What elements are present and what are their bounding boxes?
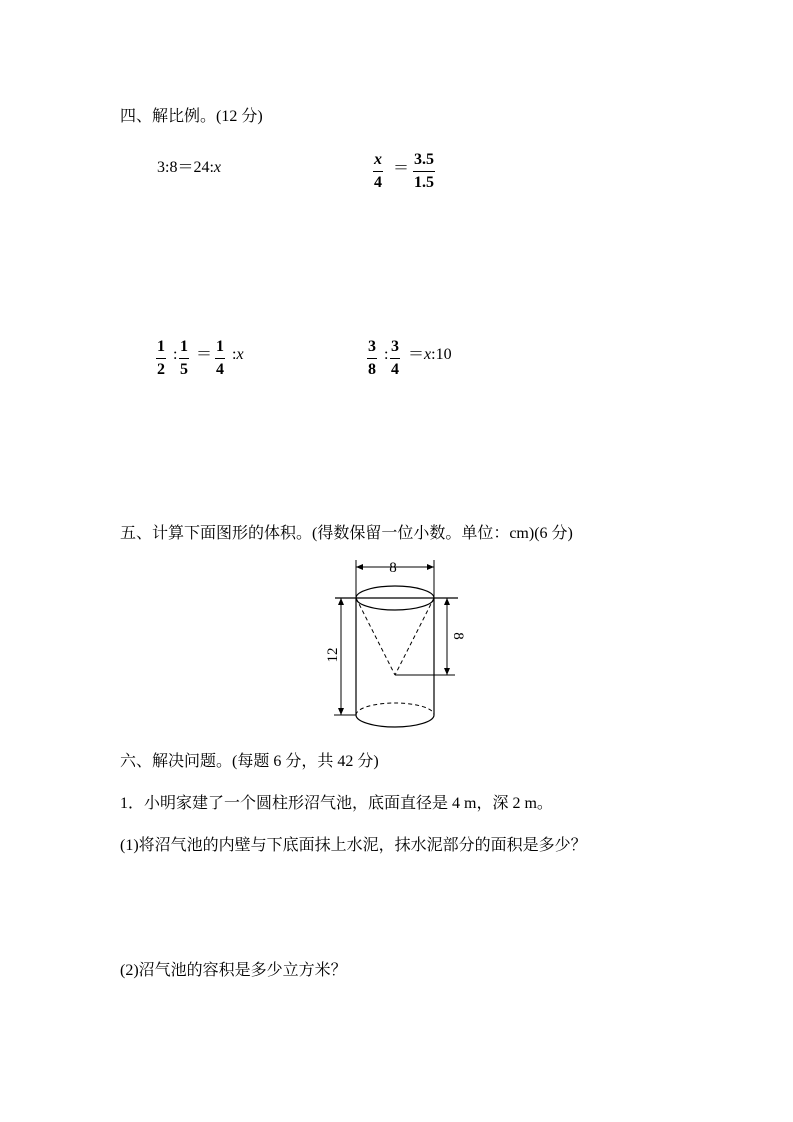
numerator: 1: [156, 338, 166, 359]
cylinder-bottom-back-arc: [356, 703, 434, 715]
cone-height-label: 8: [450, 632, 466, 640]
numerator: x: [373, 151, 383, 172]
question-1-part-2: (2)沼气池的容积是多少立方米？: [120, 962, 347, 979]
arrow-left-icon: [356, 564, 363, 570]
colon: :x: [232, 346, 244, 363]
variable-x: x: [213, 159, 222, 176]
arrow-right-icon: [427, 564, 434, 570]
section-5-heading: 五、计算下面图形的体积。(得数保留一位小数。单位：cm)(6 分): [120, 525, 573, 542]
arrow-down-icon: [444, 668, 450, 675]
denominator: 2: [157, 361, 165, 378]
denominator: 4: [374, 174, 382, 191]
numerator: 3.5: [413, 151, 435, 172]
colon: :: [173, 346, 178, 363]
diameter-label: 8: [389, 560, 397, 576]
numerator: 3: [390, 338, 400, 359]
denominator: 4: [216, 361, 224, 378]
denominator: 1.5: [414, 174, 434, 191]
section-6-heading: 六、解决问题。(每题 6 分，共 42 分): [120, 753, 379, 770]
cylinder-bottom-front-arc: [356, 715, 434, 727]
numerator: 1: [215, 338, 225, 359]
equals-sign: ＝: [393, 160, 410, 177]
arrow-down-icon: [338, 708, 344, 715]
denominator: 5: [180, 361, 188, 378]
denominator: 8: [368, 361, 376, 378]
colon: :: [384, 346, 389, 363]
cylinder-height-label: 12: [325, 647, 341, 663]
equals-sign: ＝: [196, 346, 213, 363]
question-1: 1．小明家建了一个圆柱形沼气池，底面直径是 4 m，深 2 m。: [120, 795, 553, 812]
proportion-1-text: 3:8＝24:: [157, 159, 214, 176]
arrow-up-icon: [444, 598, 450, 605]
arrow-up-icon: [338, 598, 344, 605]
section-4-heading: 四、解比例。(12 分): [120, 108, 263, 125]
denominator: 4: [391, 361, 399, 378]
numerator: 3: [367, 338, 377, 359]
equals-x-ratio: ＝x:10: [408, 346, 452, 363]
numerator: 1: [179, 338, 189, 359]
question-1-part-1: (1)将沼气池的内壁与下底面抹上水泥，抹水泥部分的面积是多少？: [120, 837, 587, 854]
